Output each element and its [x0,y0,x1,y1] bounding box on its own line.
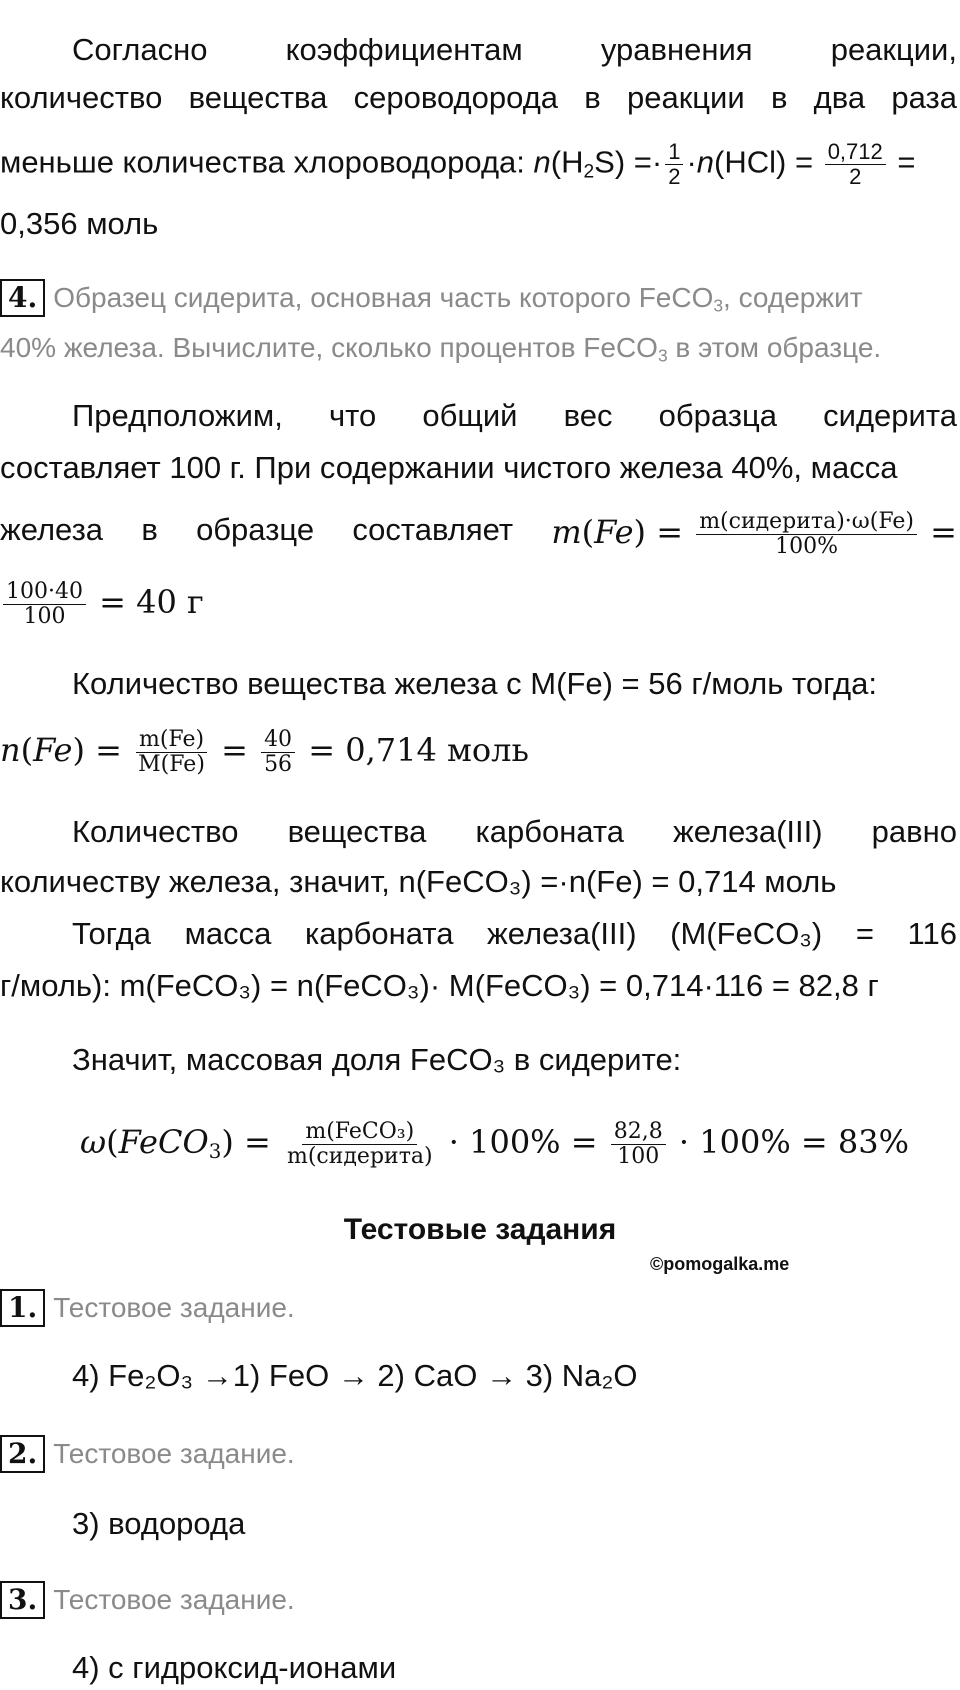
p2-line1: Предположим, что общий вес образца сидерита [72,398,957,433]
test3-number-box: 3. [0,1581,45,1619]
p5-formula: ω(FeCO$_3$) = $\frac{\text{m(FeCO₃)}}{\text{m(сидерита)}}$ · 100% = $\frac{82,8}{100}$ · 100% = 83% [80,1119,909,1169]
test2-number-box: 2. [0,1435,45,1473]
fraction-w-feco3: $\frac{\text{m(FeCO₃)}}{\text{m(сидерита)}}$ [286,1119,433,1169]
p4-line1: Количество вещества карбоната железа(III) равно [72,814,957,849]
p5-line1: Значит, массовая доля FeCO₃ в сидерите: [72,1042,682,1077]
fraction-mass-fe: $\frac{\text{m(сидерита)·ω(Fe)}}{100\%}$ [696,510,917,559]
p3-line2: n(Fe) = $\frac{m(Fe)}{M(Fe)}$ = $\frac{40}{56}$ = 0,714 моль [0,727,529,777]
fraction-half: $\frac{1}{2}$ [665,140,683,189]
p2-line4: $\frac{100\cdot 40}{100}$ = 40 г [0,580,957,629]
tests-heading: Тестовые задания [343,1213,617,1246]
test3-answer: 4) с гидроксид-ионами [72,1650,397,1685]
p1-line3: меньше количества хлороводорода: $n(H_2S)$ =· $\frac{1}{2}$ ·n(HCl) = $\frac{0,712}{2}$ = [0,139,916,189]
test2-label: 2. Тестовое задание. [0,1434,957,1474]
p4-line3: Тогда масса карбоната железа(III) (M(FeCO₃) = 116 [72,916,957,951]
p1-line1: Согласно коэффициентам уравнения реакции, [72,32,957,67]
p2-line3: железа в образце составляет m(Fe) = $\frac{\text{m(сидерита)·ω(Fe)}}{100\%}$ = [0,509,957,559]
p1-line2: количество вещества сероводорода в реакции в два раза [0,80,957,115]
test1-number-box: 1. [0,1289,45,1327]
fraction-hcl: $\frac{0,712}{2}$ [825,140,886,189]
fraction-calc: $\frac{100\cdot 40}{100}$ [3,580,86,629]
test1-label: 1. Тестовое задание. [0,1288,957,1328]
task4-line2: 40% железа. Вычислите, сколько процентов FeCO$_3$ в этом образце. [0,332,882,366]
p2-line2: составляет 100 г. При содержании чистого железа 40%, масса [0,450,898,485]
copyright-watermark: ©pomogalka.me [650,1254,790,1274]
task4-line1: 4. Образец сидерита, основная часть которого FeCO$_3$, содержит [0,278,957,318]
test3-label: 3. Тестовое задание. [0,1580,957,1620]
test1-answer: 4) Fe₂O₃ →1) FeO → 2) CaO → 3) Na₂O [72,1358,638,1393]
p4-line4: г/моль): m(FeCO₃) = n(FeCO₃)· M(FeCO₃) = 0,714·116 = 82,8 г [0,968,879,1003]
fraction-40-56: $\frac{40}{56}$ [261,728,295,777]
p3-line1: Количество вещества железа с M(Fe) = 56 г/моль тогда: [72,666,877,701]
task4-number-box: 4. [0,279,45,317]
p1-line4: 0,356 моль [0,206,159,241]
p4-line2: количеству железа, значит, n(FeCO₃) =·n(Fe) = 0,714 моль [0,864,837,899]
fraction-n-fe: $\frac{m(Fe)}{M(Fe)}$ [135,728,208,777]
test2-answer: 3) водорода [72,1506,246,1541]
fraction-82-8: $\frac{82,8}{100}$ [611,1120,666,1169]
